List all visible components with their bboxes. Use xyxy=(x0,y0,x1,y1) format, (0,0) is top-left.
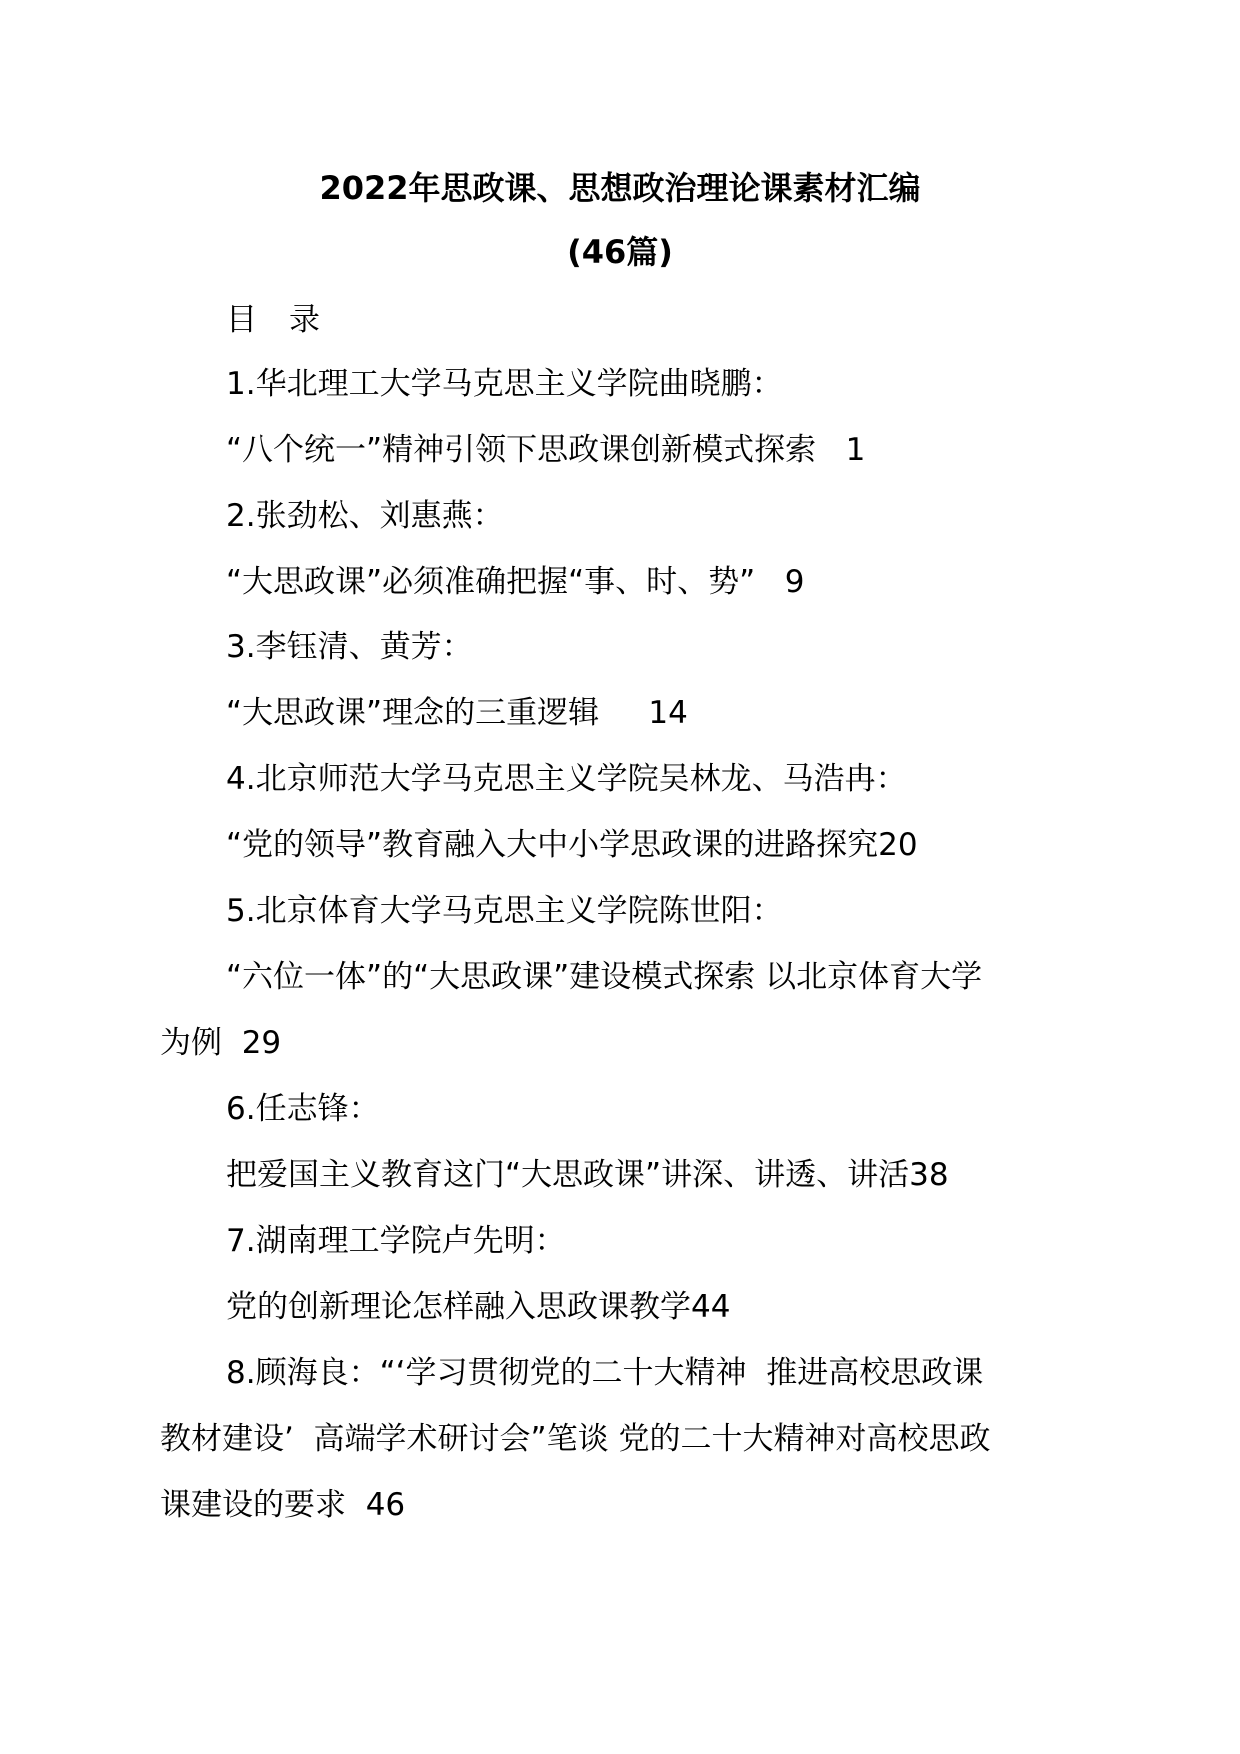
toc-entry-author: 1.华北理工大学马克思主义学院曲晓鹏： xyxy=(226,366,783,402)
toc-entry-title: “大思政课”必须准确把握“事、时、势” 9 xyxy=(226,564,805,600)
toc-entry-author: 6.任志锋： xyxy=(226,1091,380,1127)
toc-entry-title: “大思政课”理念的三重逻辑 14 xyxy=(226,695,688,731)
toc-entry-author: 7.湖南理工学院卢先明： xyxy=(226,1223,566,1259)
toc-heading-second-char: 录 xyxy=(289,302,320,338)
document-subtitle: (46篇) xyxy=(567,233,673,271)
toc-heading xyxy=(226,300,320,340)
toc-entry-title: “六位一体”的“大思政课”建设模式探索 以北京体育大学 xyxy=(226,959,983,995)
toc-entry-author: 4.北京师范大学马克思主义学院吴林龙、马浩冉： xyxy=(226,761,907,797)
toc-entry-title: 党的创新理论怎样融入思政课教学44 xyxy=(226,1289,731,1325)
toc-entry-author: 2.张劲松、刘惠燕： xyxy=(226,498,504,534)
toc-entry-author: 3.李钰清、黄芳： xyxy=(226,629,473,665)
toc-entry-title: “党的领导”教育融入大中小学思政课的进路探究20 xyxy=(226,827,918,863)
toc-entry-author-title: 8.顾海良：“‘学习贯彻党的二十大精神 推进高校思政课 xyxy=(226,1355,984,1391)
toc-heading-first-char: 目 xyxy=(226,302,257,338)
toc-entry-title: 把爱国主义教育这门“大思政课”讲深、讲透、讲活38 xyxy=(226,1157,949,1193)
toc-entry-author: 5.北京体育大学马克思主义学院陈世阳： xyxy=(226,893,783,929)
toc-entry-title-continued: 为例 29 xyxy=(160,1025,282,1061)
toc-entry-title-continued: 课建设的要求 46 xyxy=(160,1487,406,1523)
toc-entry-title: “八个统一”精神引领下思政课创新模式探索 1 xyxy=(226,432,866,468)
document-title: 2022年思政课、思想政治理论课素材汇编 xyxy=(319,169,921,207)
toc-entry-title-continued: 教材建设’ 高端学术研讨会”笔谈 党的二十大精神对高校思政 xyxy=(160,1421,991,1457)
